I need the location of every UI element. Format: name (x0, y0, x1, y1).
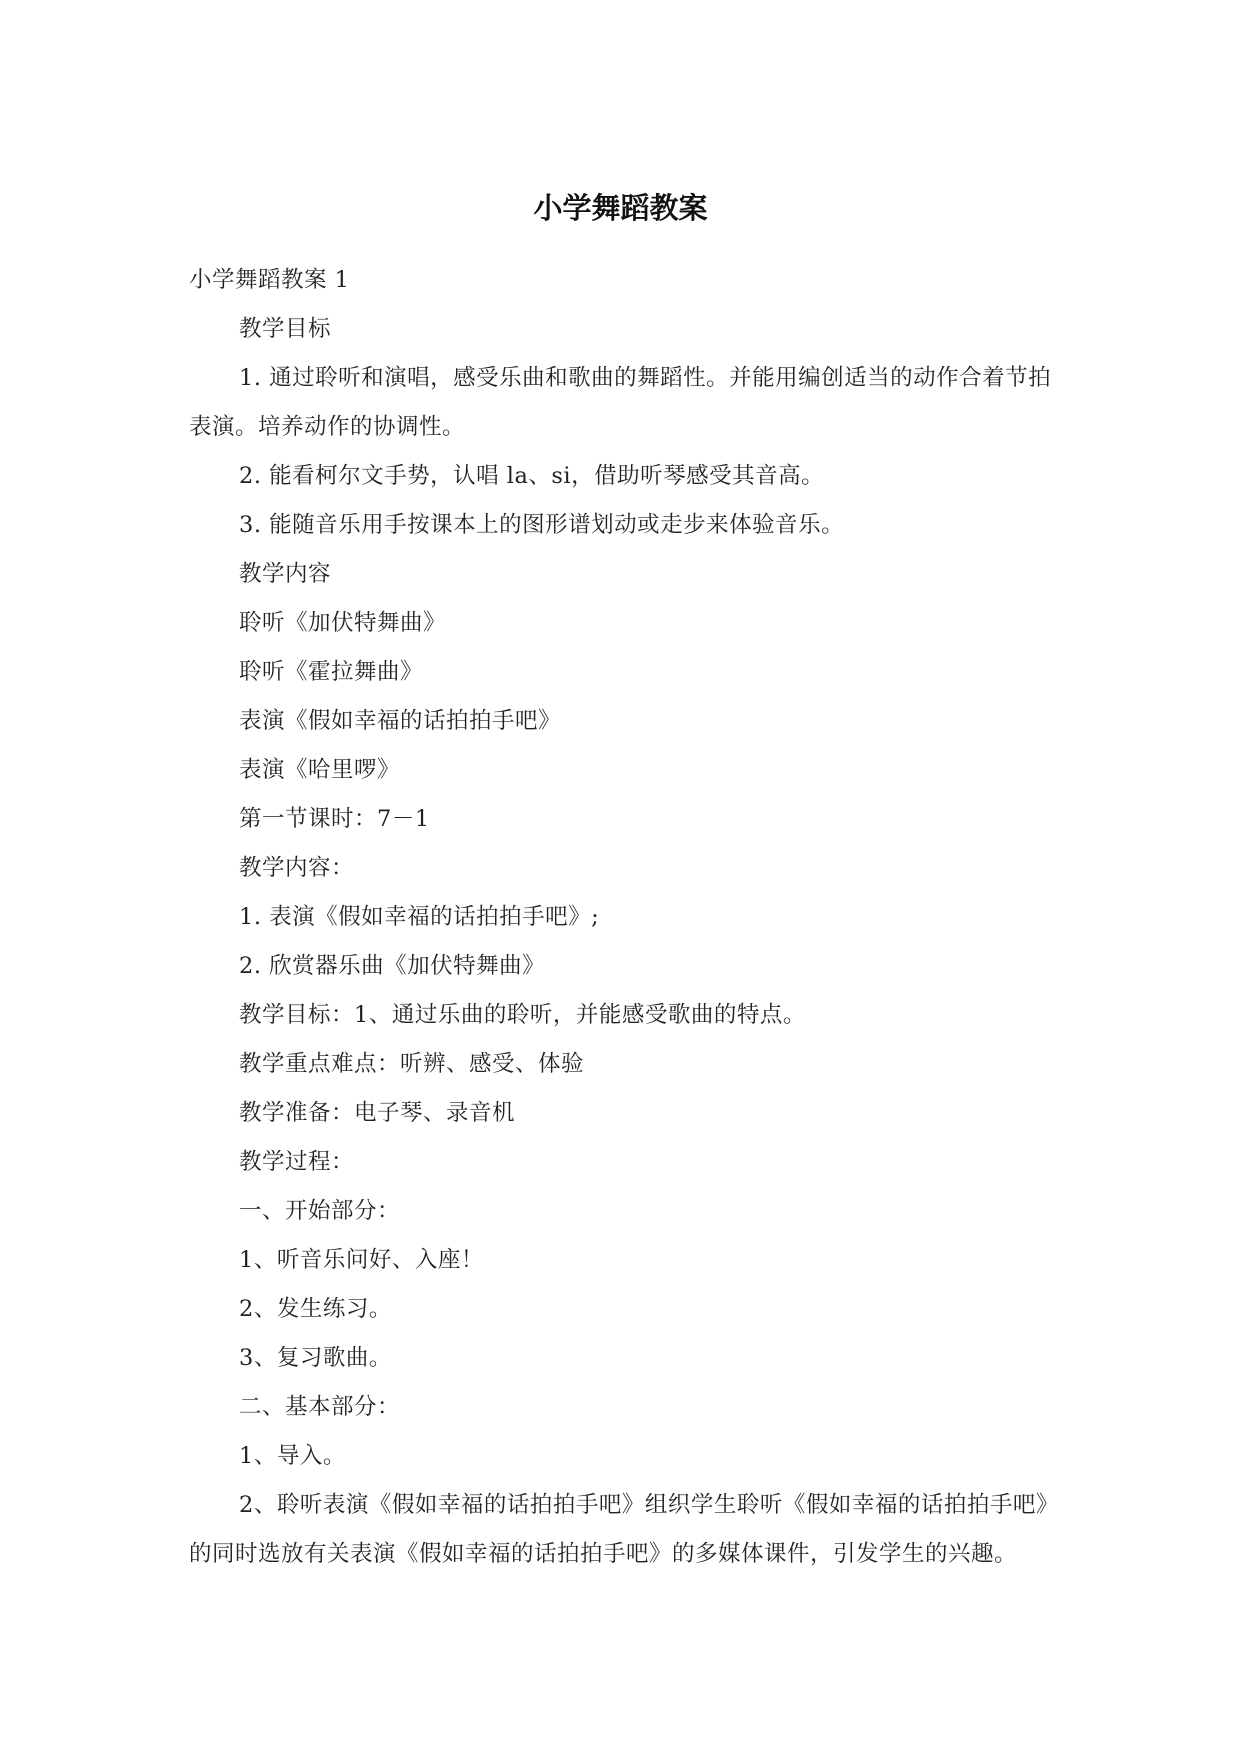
paragraph: 表演《假如幸福的话拍拍手吧》 (239, 708, 562, 734)
paragraph: 3、复习歌曲。 (239, 1345, 392, 1371)
document-body (189, 256, 1053, 1579)
paragraph: 教学目标：1、通过乐曲的聆听，并能感受歌曲的特点。 (239, 1002, 806, 1028)
paragraph: 1. 通过聆听和演唱，感受乐曲和歌曲的舞蹈性。并能用编创适当的动作合着节拍表演。培养动作的协调性。 (189, 365, 1052, 440)
paragraph: 2. 欣赏器乐曲《加伏特舞曲》 (239, 953, 546, 979)
paragraph: 2、发生练习。 (239, 1296, 392, 1322)
paragraph: 1、听音乐问好、入座！ (239, 1247, 484, 1273)
paragraph: 教学准备：电子琴、录音机 (239, 1100, 516, 1126)
paragraph: 表演《哈里啰》 (239, 757, 401, 783)
paragraph: 1. 表演《假如幸福的话拍拍手吧》; (239, 904, 600, 930)
paragraph: 第一节课时：7－1 (239, 806, 430, 832)
paragraph: 教学内容 (239, 561, 332, 587)
paragraph: 教学重点难点：听辨、感受、体验 (239, 1051, 585, 1077)
paragraph: 2. 能看柯尔文手势，认唱 la、si，借助听琴感受其音高。 (239, 463, 825, 489)
paragraph: 3. 能随音乐用手按课本上的图形谱划动或走步来体验音乐。 (239, 512, 845, 538)
paragraph: 一、开始部分： (239, 1198, 401, 1224)
paragraph: 教学目标 (239, 316, 332, 342)
paragraph: 聆听《加伏特舞曲》 (239, 610, 447, 636)
paragraph: 教学过程： (239, 1149, 355, 1175)
paragraph: 聆听《霍拉舞曲》 (239, 659, 424, 685)
document-title: 小学舞蹈教案 (533, 191, 708, 225)
paragraph: 2、聆听表演《假如幸福的话拍拍手吧》组织学生聆听《假如幸福的话拍拍手吧》的同时选放有关表演《假如幸福的话拍拍手吧》的多媒体课件，引发学生的兴趣。 (189, 1492, 1048, 1567)
paragraph: 小学舞蹈教案 1 (189, 267, 350, 293)
paragraph: 1、导入。 (239, 1443, 346, 1469)
paragraph: 二、基本部分： (239, 1394, 401, 1420)
paragraph: 教学内容： (239, 855, 355, 881)
